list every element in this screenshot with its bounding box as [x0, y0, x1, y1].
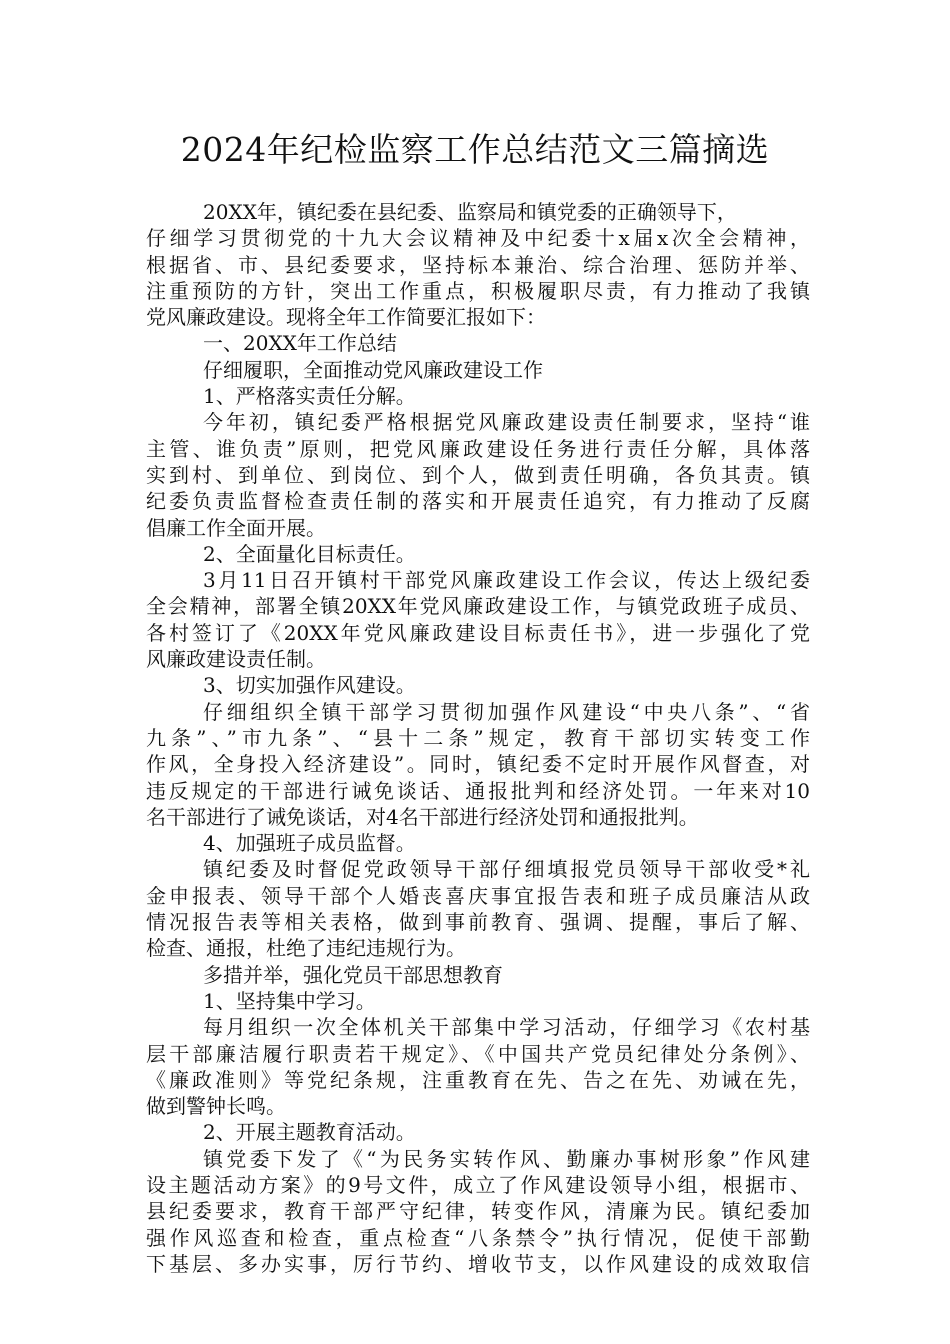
section-heading: 一、20XX年工作总结 — [203, 331, 397, 356]
body-line: 名干部进行了诫免谈话，对4名干部进行经济处罚和通报批判。 — [146, 804, 699, 829]
body-line: 风廉政建设责任制。 — [146, 647, 326, 672]
body-line: 今年初，镇纪委严格根据党风廉政建设责任制要求，坚持“谁 — [203, 410, 810, 435]
body-line: 检查、通报，杜绝了违纪违规行为。 — [146, 936, 466, 961]
body-line: 下基层、多办实事，厉行节约、增收节支，以作风建设的成效取信 — [146, 1251, 810, 1276]
body-line: 作风，全身投入经济建设”。同时，镇纪委不定时开展作风督查，对 — [146, 752, 810, 777]
body-line: 强作风巡查和检查，重点检查“八条禁令”执行情况，促使干部勤 — [146, 1225, 810, 1250]
body-line: 情况报告表等相关表格，做到事前教育、强调、提醒，事后了解、 — [146, 910, 810, 935]
body-line: 注重预防的方针，突出工作重点，积极履职尽责，有力推动了我镇 — [146, 278, 810, 303]
item-heading: 4、加强班子成员监督。 — [203, 831, 416, 856]
body-line: 镇纪委及时督促党政领导干部仔细填报党员领导干部收受*礼 — [203, 857, 810, 882]
item-heading: 3、切实加强作风建设。 — [203, 673, 416, 698]
body-line: 主管、谁负责”原则，把党风廉政建设任务进行责任分解，具体落 — [146, 436, 810, 461]
body-line: 实到村、到单位、到岗位、到个人，做到责任明确，各负其责。镇 — [146, 462, 810, 487]
body-line: 县纪委要求，教育干部严守纪律，转变作风，清廉为民。镇纪委加 — [146, 1199, 810, 1224]
body-line: 违反规定的干部进行诫免谈话、通报批判和经济处罚。一年来对10 — [146, 778, 810, 803]
document-body — [146, 199, 810, 1277]
subsection-heading: 多措并举，强化党员干部思想教育 — [203, 962, 503, 987]
item-heading: 1、严格落实责任分解。 — [203, 384, 416, 409]
body-line: 《廉政准则》等党纪条规，注重教育在先、告之在先、劝诫在先， — [146, 1067, 810, 1092]
document-title: 2024年纪检监察工作总结范文三篇摘选 — [180, 130, 770, 169]
body-line: 倡廉工作全面开展。 — [146, 515, 326, 540]
body-line: 各村签订了《20XX年党风廉政建设目标责任书》，进一步强化了党 — [146, 620, 810, 645]
body-line: 3月11日召开镇村干部党风廉政建设工作会议，传达上级纪委 — [203, 568, 810, 593]
body-line: 做到警钟长鸣。 — [146, 1094, 286, 1119]
body-line: 党风廉政建设。现将全年工作简要汇报如下： — [146, 305, 546, 330]
item-heading: 2、开展主题教育活动。 — [203, 1120, 416, 1145]
item-heading: 1、坚持集中学习。 — [203, 988, 376, 1013]
body-line: 纪委负责监督检查责任制的落实和开展责任追究，有力推动了反腐 — [146, 489, 810, 514]
body-line: 镇党委下发了《“为民务实转作风、勤廉办事树形象”作风建 — [203, 1146, 810, 1171]
body-line: 层干部廉洁履行职责若干规定》、《中国共产党员纪律处分条例》、 — [146, 1041, 810, 1066]
body-line: 根据省、市、县纪委要求，坚持标本兼治、综合治理、惩防并举、 — [146, 252, 810, 277]
body-line: 全会精神，部署全镇20XX年党风廉政建设工作，与镇党政班子成员、 — [146, 594, 810, 619]
body-line: 设主题活动方案》的9号文件，成立了作风建设领导小组，根据市、 — [146, 1172, 810, 1197]
body-line: 金申报表、领导干部个人婚丧喜庆事宜报告表和班子成员廉洁从政 — [146, 883, 810, 908]
subsection-heading: 仔细履职，全面推动党风廉政建设工作 — [203, 357, 543, 382]
body-line: 20XX年，镇纪委在县纪委、监察局和镇党委的正确领导下， — [203, 200, 737, 224]
item-heading: 2、全面量化目标责任。 — [203, 541, 416, 566]
body-line: 仔细组织全镇干部学习贯彻加强作风建设“中央八条”、“省 — [203, 699, 810, 724]
body-line: 九条”、”市九条”、“县十二条”规定，教育干部切实转变工作 — [146, 725, 810, 750]
body-line: 仔细学习贯彻党的十九大会议精神及中纪委十x届x次全会精神， — [146, 226, 810, 251]
body-line: 每月组织一次全体机关干部集中学习活动，仔细学习《农村基 — [203, 1015, 810, 1040]
